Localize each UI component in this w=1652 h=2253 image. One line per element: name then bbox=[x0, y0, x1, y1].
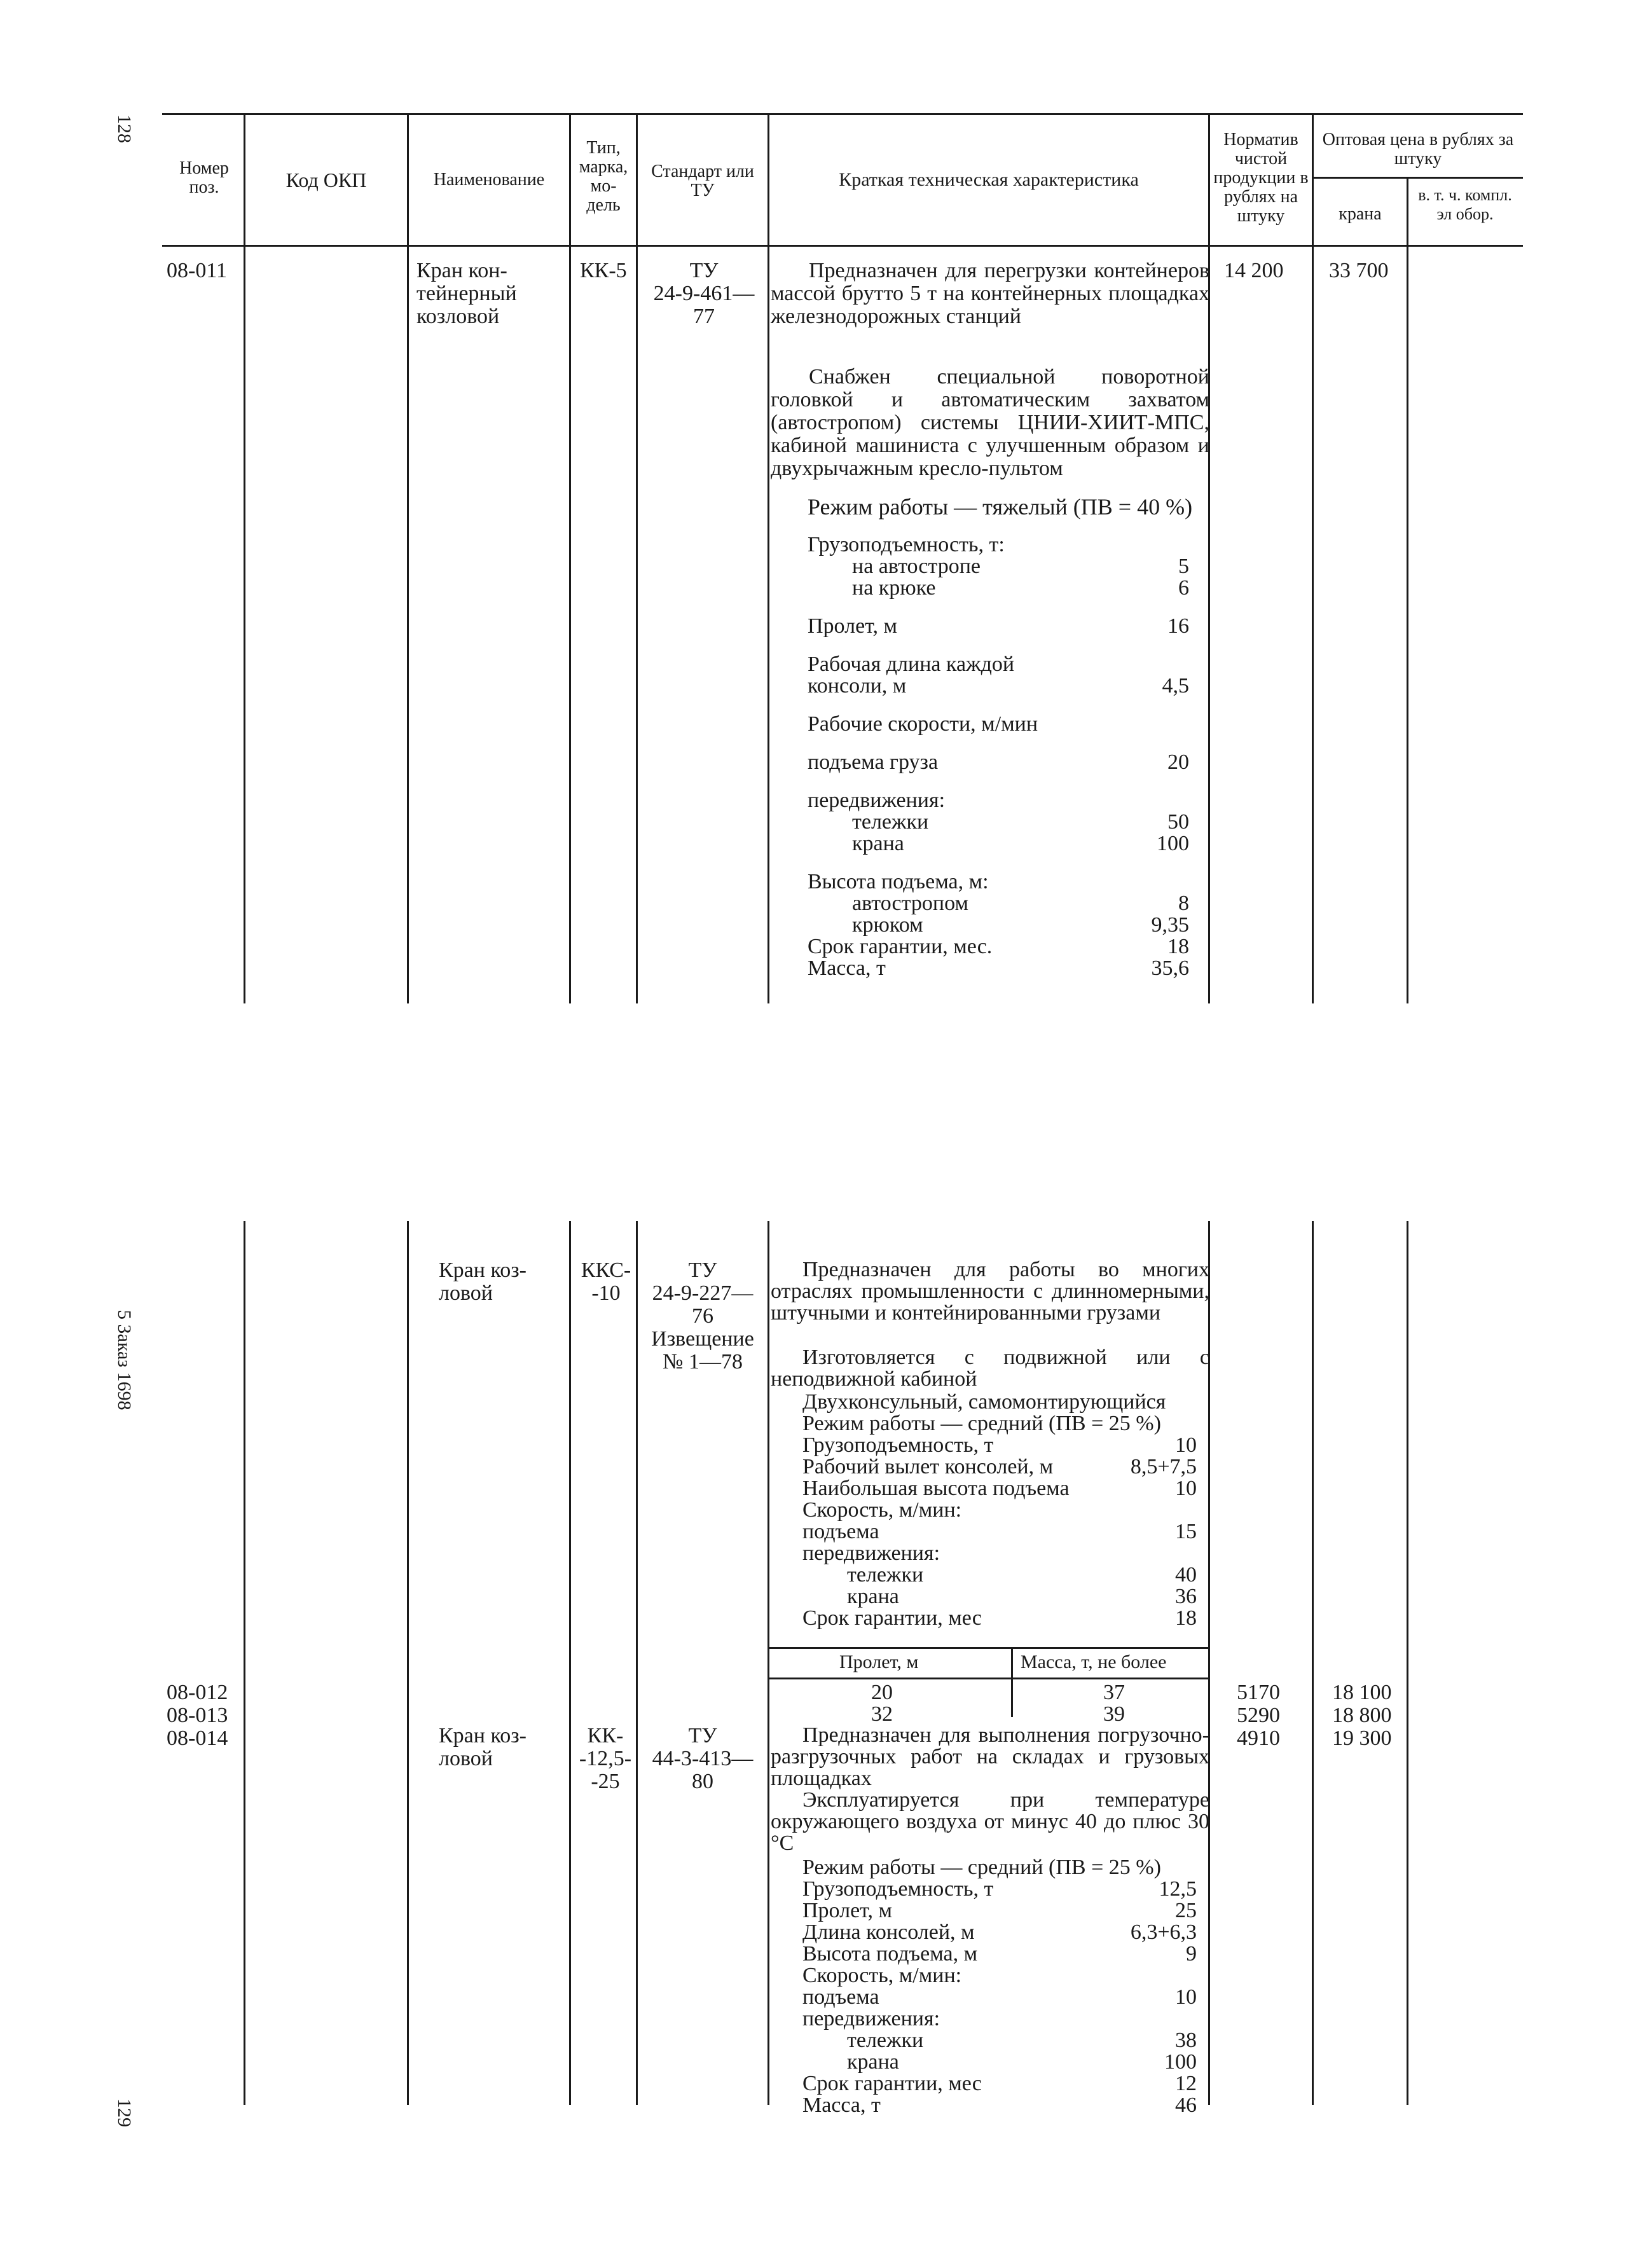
item2-numbers bbox=[167, 1681, 228, 1750]
spec-value: 9,35 bbox=[1151, 913, 1189, 937]
spec-row bbox=[802, 1543, 1197, 1564]
spec-row bbox=[808, 752, 1189, 773]
spec-label: Грузоподъемность, т bbox=[802, 1877, 994, 1901]
spec-label: подъема bbox=[802, 1520, 879, 1543]
item1-name bbox=[416, 259, 517, 328]
spec-row bbox=[808, 616, 1189, 637]
subtable-row-2-span: 32 bbox=[871, 1702, 893, 1726]
price-value: 19 300 bbox=[1332, 1726, 1392, 1750]
spec-row bbox=[802, 1478, 1197, 1499]
header-description: Краткая техническая характеристика bbox=[839, 169, 1139, 190]
spec-row bbox=[808, 893, 1189, 914]
spec-row bbox=[802, 1922, 1197, 1943]
spec-value: 15 bbox=[1175, 1520, 1197, 1543]
spec-value: 10 bbox=[1175, 1477, 1197, 1500]
standard-line: 77 bbox=[693, 305, 715, 328]
spec-row bbox=[808, 871, 1189, 893]
price-value: 18 800 bbox=[1332, 1704, 1392, 1727]
spec-label: Срок гарантии, мес. bbox=[808, 935, 993, 958]
spec-row bbox=[808, 914, 1189, 936]
norm-value: 5170 bbox=[1237, 1681, 1280, 1704]
header-norm: Норматив чистой продукции в рублях на штуку bbox=[1213, 130, 1309, 226]
item-number: 08-013 bbox=[167, 1704, 228, 1727]
standard-line: ТУ bbox=[689, 259, 719, 282]
spec-label: автостропом bbox=[852, 892, 968, 915]
item1-mode: Режим работы — тяжелый (ПВ = 40 %) bbox=[808, 494, 1193, 520]
header-price-incl-equipment: в. т. ч. компл. эл обор. bbox=[1418, 186, 1512, 223]
header-okp-code: Код ОКП bbox=[286, 169, 367, 191]
subtable-header-span: Пролет, м bbox=[839, 1651, 919, 1672]
spec-row bbox=[802, 1435, 1197, 1456]
spec-label: Высота подъема, м bbox=[802, 1942, 978, 1966]
spec-label: Пролет, м bbox=[802, 1899, 892, 1922]
item3-description-1: Предназначен для выполнения погрузочно-разгрузочных работ на складах и грузовых площадках bbox=[771, 1723, 1209, 1790]
spec-row bbox=[808, 833, 1189, 855]
name-line: Кран коз- bbox=[439, 1724, 527, 1747]
spec-value: 18 bbox=[1167, 935, 1189, 958]
spec-label: Наибольшая высота подъема bbox=[802, 1477, 1070, 1500]
model-line: -25 bbox=[591, 1770, 620, 1793]
spec-value: 36 bbox=[1175, 1585, 1197, 1608]
spec-row bbox=[808, 790, 1189, 811]
spec-value: 12 bbox=[1175, 2072, 1197, 2095]
print-signature: 5 Заказ 1698 bbox=[114, 1310, 135, 1410]
item1-description-1: Предназначен для перегрузки контейнеров массой брутто 5 т на контейнерных площадках железнодорожных станций bbox=[771, 259, 1209, 328]
spec-label: Рабочий вылет консолей, м bbox=[802, 1455, 1054, 1478]
spec-label: Грузоподъемность, т: bbox=[808, 533, 1005, 556]
spec-row bbox=[808, 675, 1189, 697]
spec-row bbox=[802, 1413, 1197, 1435]
spec-value: 8,5+7,5 bbox=[1130, 1455, 1197, 1478]
spec-value: 100 bbox=[1164, 2050, 1197, 2074]
spec-label: подъема bbox=[802, 1985, 879, 2009]
item1-price: 33 700 bbox=[1329, 259, 1389, 282]
spec-label: Пролет, м bbox=[808, 614, 897, 638]
name-line: тейнерный bbox=[416, 282, 517, 305]
header-name: Наименование bbox=[433, 170, 545, 189]
spec-label: Длина консолей, м bbox=[802, 1920, 975, 1944]
item-number: 08-012 bbox=[167, 1681, 228, 1704]
spec-label: крана bbox=[847, 1585, 899, 1608]
spec-value: 5 bbox=[1178, 555, 1189, 578]
spec-value: 20 bbox=[1167, 750, 1189, 774]
item2-description-2: Изготовляется с подвижной или с неподвижной кабиной bbox=[771, 1346, 1209, 1391]
spec-value: 4,5 bbox=[1162, 674, 1189, 698]
spec-label: крана bbox=[847, 2050, 899, 2074]
spec-row bbox=[802, 1900, 1197, 1922]
page-number-left: 128 bbox=[114, 114, 135, 143]
spec-row bbox=[802, 2073, 1197, 2095]
spec-label: Рабочие скорости, м/мин bbox=[808, 712, 1038, 736]
spec-value: 25 bbox=[1175, 1899, 1197, 1922]
spec-row bbox=[808, 577, 1189, 599]
page-number-right: 129 bbox=[114, 2098, 135, 2127]
spec-row bbox=[802, 1521, 1197, 1543]
spec-value: 6,3+6,3 bbox=[1130, 1920, 1197, 1944]
spec-value: 16 bbox=[1167, 614, 1189, 638]
item1-standard bbox=[644, 259, 764, 328]
spec-row bbox=[802, 1943, 1197, 1965]
item2-name bbox=[439, 1259, 527, 1305]
spec-label: Скорость, м/мин: bbox=[802, 1498, 962, 1522]
spec-row bbox=[808, 713, 1189, 735]
spec-label: Масса, т bbox=[808, 956, 886, 980]
standard-line: 24-9-227— bbox=[652, 1281, 754, 1305]
subtable-row-1-mass: 37 bbox=[1103, 1681, 1125, 1704]
model-line: ККС- bbox=[581, 1258, 631, 1282]
spec-row bbox=[802, 2095, 1197, 2116]
spec-row bbox=[802, 1878, 1197, 1900]
spec-row bbox=[808, 654, 1189, 675]
item3-standard bbox=[641, 1725, 764, 1793]
standard-line: ТУ bbox=[688, 1724, 717, 1747]
spec-row bbox=[802, 1586, 1197, 1608]
standard-line: Извещение bbox=[651, 1327, 754, 1351]
spec-value: 38 bbox=[1175, 2029, 1197, 2052]
item1-model: КК-5 bbox=[580, 259, 627, 282]
subtable-header-mass: Масса, т, не более bbox=[1021, 1651, 1167, 1672]
name-line: ловой bbox=[439, 1747, 493, 1770]
spec-value: 10 bbox=[1175, 1433, 1197, 1457]
standard-line: 76 bbox=[692, 1304, 713, 1328]
spec-row bbox=[808, 811, 1189, 833]
item3-model bbox=[575, 1725, 635, 1793]
spec-row bbox=[802, 1857, 1197, 1878]
norm-value: 5290 bbox=[1237, 1704, 1280, 1727]
spec-row bbox=[802, 1564, 1197, 1586]
norm-value: 4910 bbox=[1237, 1726, 1280, 1750]
header-price-crane: крана bbox=[1339, 204, 1382, 224]
spec-label: крюком bbox=[852, 913, 923, 937]
spec-value: 9 bbox=[1186, 1942, 1197, 1966]
spec-value: 35,6 bbox=[1151, 956, 1189, 980]
spec-row bbox=[802, 2051, 1197, 2073]
standard-line: ТУ bbox=[688, 1258, 717, 1282]
spec-value: 100 bbox=[1157, 832, 1189, 855]
spec-label: на автостропе bbox=[852, 555, 981, 578]
header-standard: Стандарт или ТУ bbox=[651, 162, 754, 200]
spec-label: Режим работы — средний (ПВ = 25 %) bbox=[802, 1856, 1161, 1879]
spec-label: крана bbox=[852, 832, 904, 855]
header-number: Номер поз. bbox=[179, 158, 229, 197]
spec-value: 8 bbox=[1178, 892, 1189, 915]
spec-value: 12,5 bbox=[1159, 1877, 1197, 1901]
spec-value: 46 bbox=[1175, 2093, 1197, 2117]
subtable-row-1-span: 20 bbox=[871, 1681, 893, 1704]
header-wholesale-price: Оптовая цена в рублях за штуку bbox=[1322, 130, 1514, 169]
spec-label: передвижения: bbox=[808, 789, 946, 812]
item2-standard bbox=[641, 1259, 764, 1374]
spec-label: тележки bbox=[847, 1563, 924, 1587]
spec-row bbox=[802, 1965, 1197, 1987]
spec-label: на крюке bbox=[852, 576, 936, 600]
spec-label: Высота подъема, м: bbox=[808, 870, 989, 893]
spec-row bbox=[802, 1456, 1197, 1478]
spec-row bbox=[808, 936, 1189, 958]
standard-line: 80 bbox=[692, 1770, 713, 1793]
name-line: ловой bbox=[439, 1281, 493, 1305]
item2-model bbox=[577, 1259, 635, 1305]
subtable-row-2-mass: 39 bbox=[1103, 1702, 1125, 1726]
spec-label: Масса, т bbox=[802, 2093, 881, 2117]
spec-row bbox=[802, 1608, 1197, 1629]
spec-value: 18 bbox=[1175, 1606, 1197, 1630]
spec-row bbox=[802, 2030, 1197, 2051]
item2-prices bbox=[1332, 1681, 1392, 1750]
price-value: 18 100 bbox=[1332, 1681, 1392, 1704]
spec-value: 40 bbox=[1175, 1563, 1197, 1587]
spec-label: передвижения: bbox=[802, 2007, 940, 2030]
spec-label: Срок гарантии, мес bbox=[802, 1606, 982, 1630]
item1-spec-list bbox=[808, 534, 1189, 979]
name-line: Кран кон- bbox=[416, 259, 507, 282]
name-line: Кран коз- bbox=[439, 1258, 527, 1282]
item3-name bbox=[439, 1725, 527, 1770]
item3-spec-list bbox=[802, 1857, 1197, 2116]
spec-value: 6 bbox=[1178, 576, 1189, 600]
item2-norms bbox=[1237, 1681, 1280, 1750]
item2-description-1: Предназначен для работы во многих отраслях промышленности с длинномерными, штучными и контейнированными грузами bbox=[771, 1258, 1209, 1325]
spec-row bbox=[808, 534, 1189, 556]
model-line: -12,5- bbox=[579, 1747, 632, 1770]
spec-value: 10 bbox=[1175, 1985, 1197, 2009]
item-number: 08-014 bbox=[167, 1726, 228, 1750]
item1-description-2: Снабжен специальной поворотной головкой и автоматическим захватом (автостропом) системы ЦНИИ-ХИИТ-МПС, кабиной машиниста с улучшенным образом и двухрычажным кресло-пультом bbox=[771, 365, 1209, 480]
spec-label: Режим работы — средний (ПВ = 25 %) bbox=[802, 1412, 1161, 1435]
spec-label: тележки bbox=[847, 2029, 924, 2052]
spec-label: Грузоподъемность, т bbox=[802, 1433, 994, 1457]
spec-label: Скорость, м/мин: bbox=[802, 1964, 962, 1987]
model-line: КК- bbox=[587, 1724, 624, 1747]
spec-label: Срок гарантии, мес bbox=[802, 2072, 982, 2095]
spec-row bbox=[802, 1499, 1197, 1521]
spec-label: подъема груза bbox=[808, 750, 939, 774]
model-line: -10 bbox=[591, 1281, 621, 1305]
item2-design: Двухконсульный, самомонтирующийся bbox=[802, 1390, 1166, 1414]
header-type-model: Тип, марка, мо- дель bbox=[579, 138, 628, 215]
item3-description-2: Эксплуатируется при температуре окружающего воздуха от минус 40 до плюс 30 °С bbox=[771, 1788, 1209, 1855]
item1-norm: 14 200 bbox=[1224, 259, 1284, 282]
item2-spec-list bbox=[802, 1413, 1197, 1629]
spec-row bbox=[802, 1987, 1197, 2008]
standard-line: № 1—78 bbox=[663, 1350, 743, 1374]
name-line: козловой bbox=[416, 305, 500, 328]
item1-number: 08-011 bbox=[167, 259, 228, 282]
spec-row bbox=[802, 2008, 1197, 2030]
standard-line: 24-9-461— bbox=[653, 282, 755, 305]
standard-line: 44-3-413— bbox=[652, 1747, 754, 1770]
spec-label: передвижения: bbox=[802, 1541, 940, 1565]
spec-label: Рабочая длина каждой bbox=[808, 652, 1015, 676]
spec-row bbox=[808, 958, 1189, 979]
spec-label: тележки bbox=[852, 810, 929, 834]
spec-value: 50 bbox=[1167, 810, 1189, 834]
spec-label: консоли, м bbox=[808, 674, 907, 698]
spec-row bbox=[808, 556, 1189, 577]
